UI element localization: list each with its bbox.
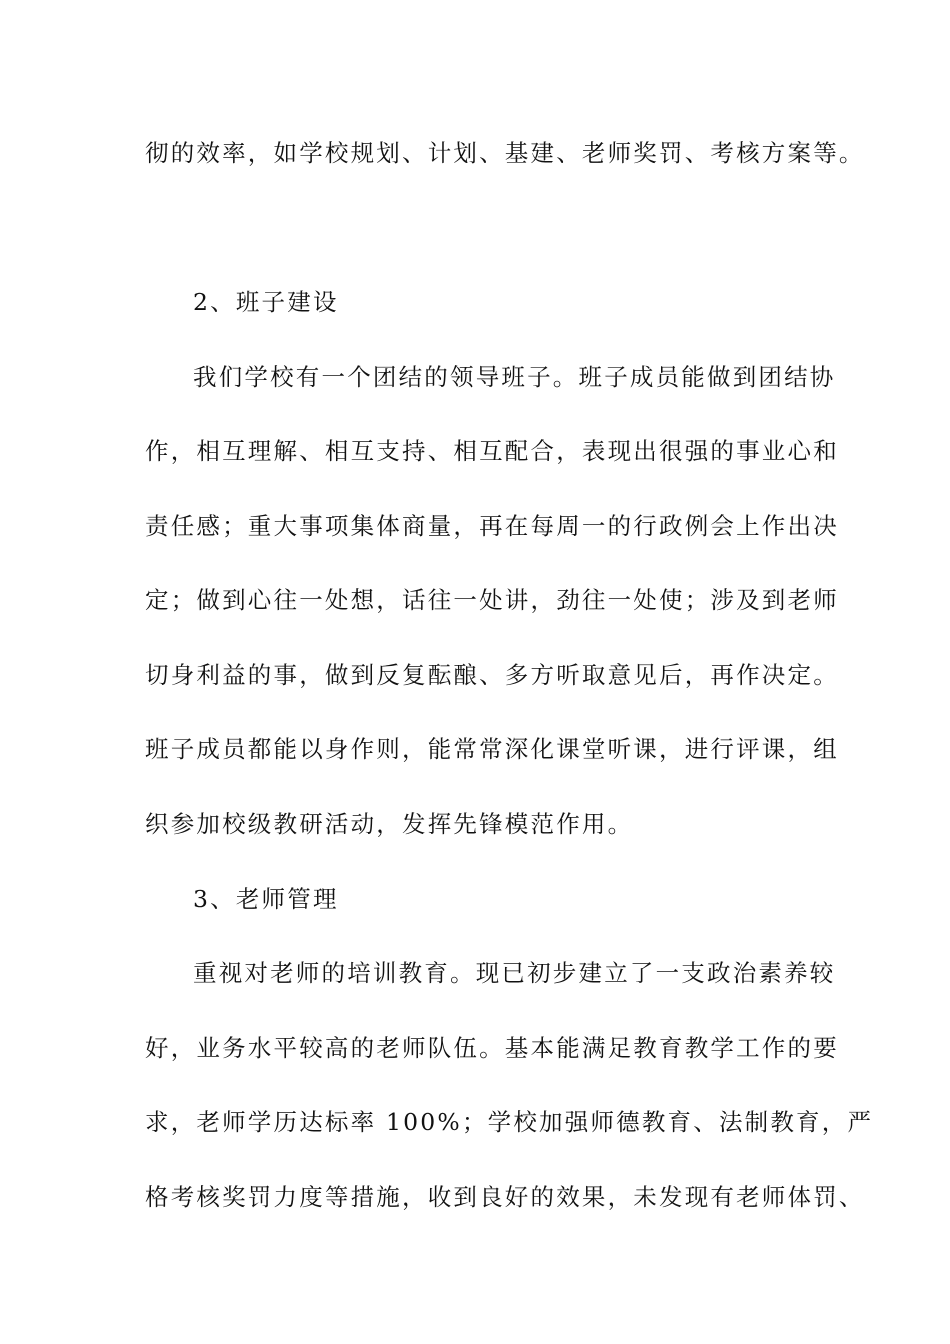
paragraph-line: 责任感；重大事项集体商量，再在每周一的行政例会上作出决 — [145, 512, 839, 540]
paragraph-line: 求，老师学历达标率 100%；学校加强师德教育、法制教育，严 — [145, 1108, 874, 1136]
paragraph-line: 班子成员都能以身作则，能常常深化课堂听课，进行评课，组 — [145, 735, 839, 763]
paragraph-line: 我们学校有一个团结的领导班子。班子成员能做到团结协 — [193, 363, 836, 391]
paragraph-line: 作，相互理解、相互支持、相互配合，表现出很强的事业心和 — [145, 437, 839, 465]
section-heading-teacher-management: 3、老师管理 — [193, 885, 339, 913]
paragraph-line: 格考核奖罚力度等措施，收到良好的效果，未发现有老师体罚、 — [145, 1183, 865, 1211]
paragraph-line: 切身利益的事，做到反复酝酿、多方听取意见后，再作决定。 — [145, 661, 839, 689]
paragraph-line: 好，业务水平较高的老师队伍。基本能满足教育教学工作的要 — [145, 1034, 839, 1062]
paragraph-line: 彻的效率，如学校规划、计划、基建、老师奖罚、考核方案等。 — [145, 139, 865, 167]
paragraph-line: 定；做到心往一处想，话往一处讲，劲往一处使；涉及到老师 — [145, 586, 839, 614]
paragraph-line: 重视对老师的培训教育。现已初步建立了一支政治素养较 — [193, 959, 836, 987]
section-heading-team-building: 2、班子建设 — [193, 288, 339, 316]
paragraph-line: 织参加校级教研活动，发挥先锋模范作用。 — [145, 810, 634, 838]
